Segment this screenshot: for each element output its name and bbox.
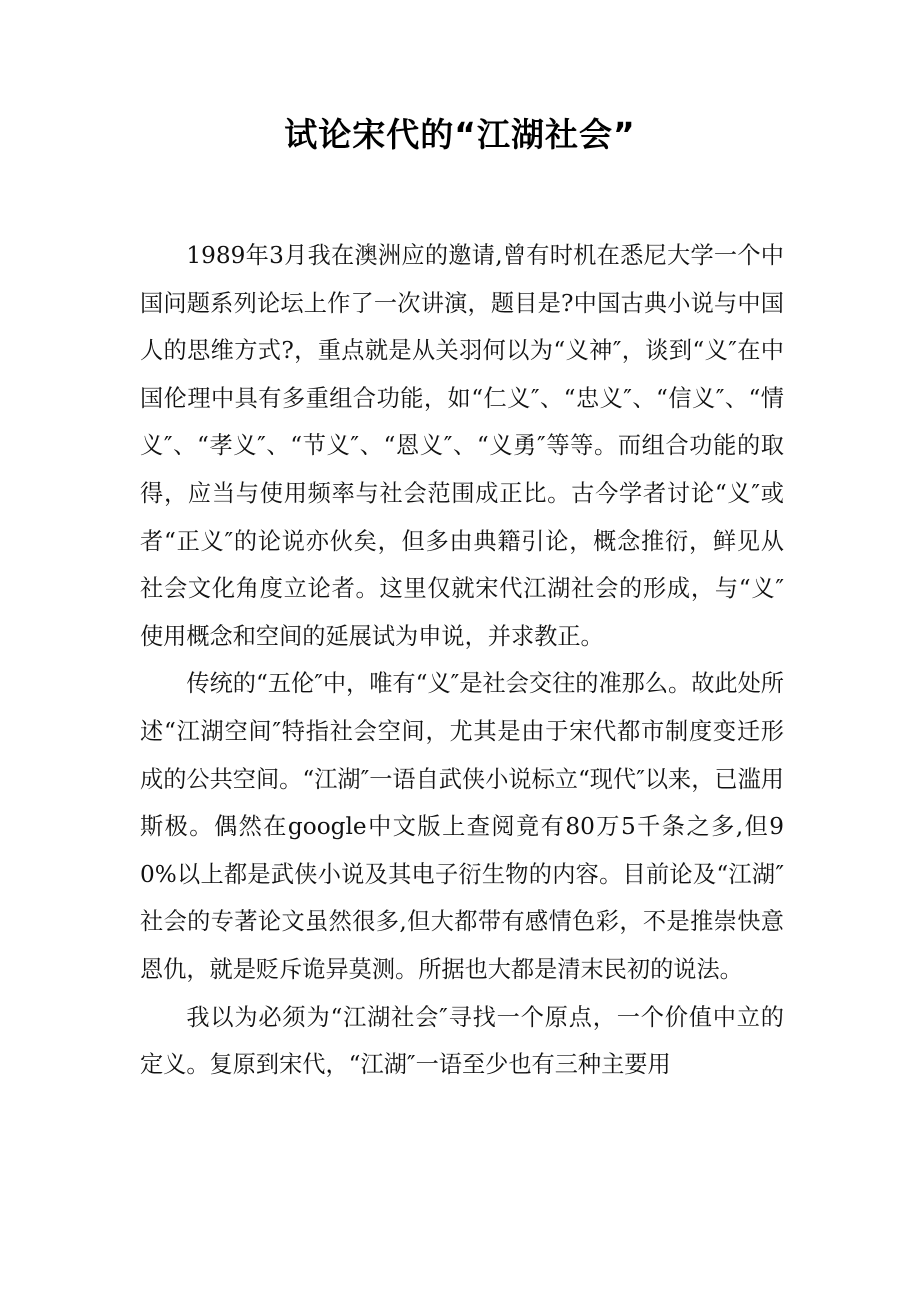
paragraph-2: 传统的“五伦″中，唯有“义″是社会交往的准那么。故此处所述“江湖空间″特指社会空间，尤其是由于宋代都市制度变迁形成的公共空间。“江湖″一语自武侠小说标立“现代″以来，已滥用斯极。偶然在google中文版上查阅竟有80万5千条之多,但90%以上都是武侠小说及其电子衍生物的内容。目前论及“江湖″社会的专著论文虽然很多,但大都带有感情色彩，不是推崇快意恩仇，就是贬斥诡异莫测。所据也大都是清末民初的说法。 [140,670,784,983]
paragraph-1: 1989年3月我在澳洲应的邀请,曾有时机在悉尼大学一个中国问题系列论坛上作了一次讲演，题目是?中国古典小说与中国人的思维方式?，重点就是从关羽何以为“义神″，谈到“义″在中国伦理中具有多重组合功能，如“仁义″、“忠义″、“信义″、“情义″、“孝义″、“节义″、“恩义″、“义勇″等等。而组合功能的取得，应当与使用频率与社会范围成正比。古今学者讨论“义″或者“正义″的论说亦伙矣，但多由典籍引论，概念推衍，鲜见从社会文化角度立论者。这里仅就宋代江湖社会的形成，与“义″使用概念和空间的延展试为申说，并求教正。 [140,242,784,650]
document-body [140,232,784,1089]
document-title: 试论宋代的“江湖社会” [284,115,636,154]
paragraph-3: 我以为必须为“江湖社会″寻找一个原点，一个价值中立的定义。复原到宋代，“江湖″一语至少也有三种主要用 [140,1003,784,1079]
